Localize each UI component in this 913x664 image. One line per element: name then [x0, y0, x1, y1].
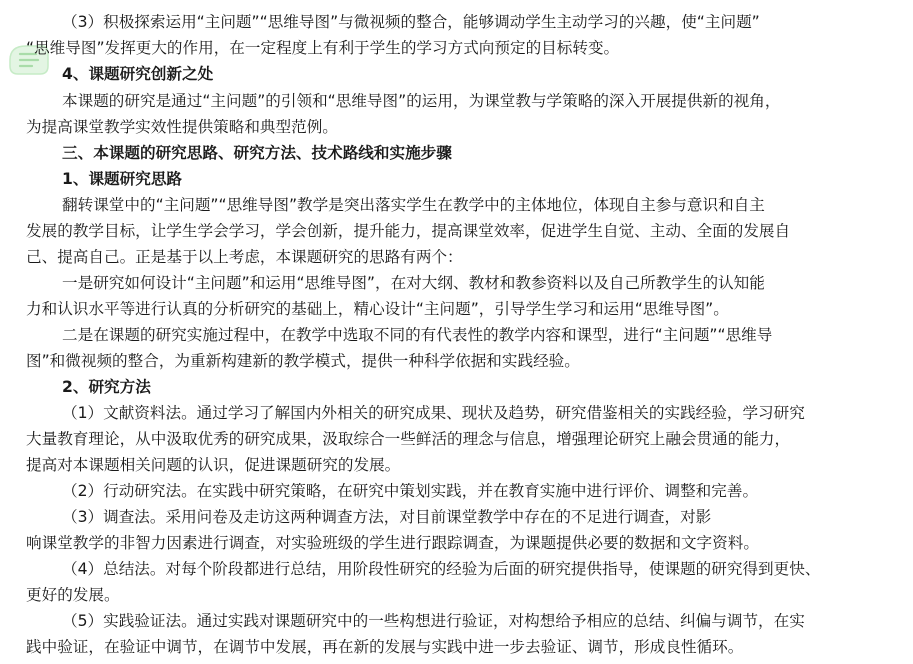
section-heading: 2、研究方法	[62, 378, 151, 396]
chapter-heading: 三、本课题的研究思路、研究方法、技术路线和实施步骤	[62, 144, 452, 162]
para-line: 践中验证，在验证中调节，在调节中发展，再在新的发展与实践中进一步去验证、调节，形成良性循环。	[26, 638, 744, 656]
para-line: 己、提高自己。正是基于以上考虑，本课题研究的思路有两个：	[26, 248, 463, 266]
para-line: 为提高课堂教学实效性提供策略和典型范例。	[26, 118, 338, 136]
para-line: （4）总结法。对每个阶段都进行总结，用阶段性研究的经验为后面的研究提供指导，使课题的研究得到更快、	[62, 560, 821, 578]
para-line: 图”和微视频的整合，为重新构建新的教学模式，提供一种科学依据和实践经验。	[26, 352, 580, 370]
para-line: 更好的发展。	[26, 586, 120, 604]
para-line: 翻转课堂中的“主问题”“思维导图”教学是突出落实学生在教学中的主体地位，体现自主参与意识和自主	[62, 196, 765, 214]
section-heading: 4、课题研究创新之处	[62, 65, 214, 83]
para-line: 二是在课题的研究实施过程中，在教学中选取不同的有代表性的教学内容和课型，进行“主问题”“思维导	[62, 326, 773, 344]
para-line: （5）实践验证法。通过实践对课题研究中的一些构想进行验证，对构想给予相应的总结、纠偏与调节，在实	[62, 612, 805, 630]
para-line: 一是研究如何设计“主问题”和运用“思维导图”，在对大纲、教材和教参资料以及自己所教学生的认知能	[62, 274, 765, 292]
para-line: （3）调查法。采用问卷及走访这两种调查方法，对目前课堂教学中存在的不足进行调查，对影	[62, 508, 712, 526]
para-line: 大量教育理论，从中汲取优秀的研究成果，汲取综合一些鲜活的理念与信息，增强理论研究上融会贯通的能力，	[26, 430, 791, 448]
para-line: （2）行动研究法。在实践中研究策略，在研究中策划实践，并在教育实施中进行评价、调整和完善。	[62, 482, 759, 500]
para-line: （1）文献资料法。通过学习了解国内外相关的研究成果、现状及趋势，研究借鉴相关的实践经验，学习研究	[62, 404, 805, 422]
para-line: 本课题的研究是通过“主问题”的引领和“思维导图”的运用，为课堂教与学策略的深入开展提供新的视角，	[62, 92, 781, 110]
para-line: 提高对本课题相关问题的认识，促进课题研究的发展。	[26, 456, 401, 474]
section-heading: 1、课题研究思路	[62, 170, 183, 188]
para-line: 力和认识水平等进行认真的分析研究的基础上，精心设计“主问题”，引导学生学习和运用“思维导图”。	[26, 300, 729, 318]
para-line: （3）积极探索运用“主问题”“思维导图”与微视频的整合，能够调动学生主动学习的兴趣，使“主问题”	[62, 13, 760, 31]
para-line: 发展的教学目标，让学生学会学习，学会创新，提升能力，提高课堂效率，促进学生自觉、主动、全面的发展自	[26, 222, 791, 240]
para-line: “思维导图”发挥更大的作用，在一定程度上有利于学生的学习方式向预定的目标转变。	[26, 39, 620, 57]
para-line: 响课堂教学的非智力因素进行调查，对实验班级的学生进行跟踪调查，为课题提供必要的数据和文字资料。	[26, 534, 759, 552]
